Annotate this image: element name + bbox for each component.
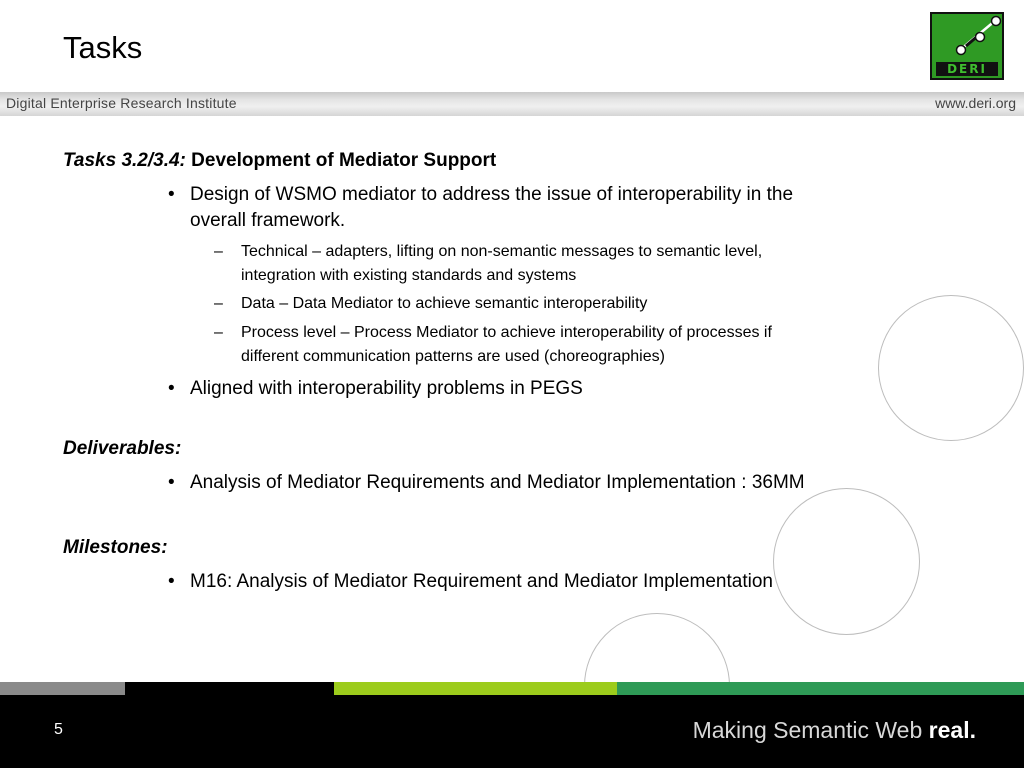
slide-title: Tasks bbox=[63, 30, 143, 65]
dash-marker: – bbox=[214, 324, 223, 341]
bullet-text-line: Design of WSMO mediator to address the issue of interoperability in the bbox=[190, 184, 794, 205]
deliverables-heading bbox=[63, 438, 181, 460]
tagline-bold: real. bbox=[928, 717, 976, 743]
dash-marker: – bbox=[214, 295, 223, 312]
logo-text: DERI bbox=[936, 62, 998, 76]
decorative-circle bbox=[878, 295, 1024, 441]
tasks-heading bbox=[63, 150, 496, 172]
deri-logo bbox=[930, 12, 1004, 80]
footer-strip-black bbox=[125, 682, 334, 695]
bullet-text-line: Analysis of Mediator Requirements and Mediator Implementation : 36MM bbox=[190, 472, 805, 493]
bullet-marker: • bbox=[168, 184, 175, 205]
bullet-text-line: M16: Analysis of Mediator Requirement and Mediator Implementation bbox=[190, 571, 773, 592]
bullet-text-line: overall framework. bbox=[190, 210, 346, 231]
dash-marker: – bbox=[214, 243, 223, 260]
website-link[interactable]: www.deri.org bbox=[935, 95, 1016, 111]
deliverables-heading-label: Deliverables: bbox=[63, 438, 182, 459]
tagline bbox=[693, 717, 976, 744]
sub-text-line: Technical – adapters, lifting on non-semantic messages to semantic level, bbox=[241, 243, 763, 260]
bullet-marker: • bbox=[168, 472, 175, 493]
footer-strip-lime bbox=[334, 682, 617, 695]
footer-strip-gray bbox=[0, 682, 125, 695]
tasks-heading-label: Tasks 3.2/3.4: bbox=[63, 150, 186, 171]
bullet-marker: • bbox=[168, 378, 175, 399]
bullet-text-line: Aligned with interoperability problems in PEGS bbox=[190, 378, 583, 399]
footer bbox=[0, 695, 1024, 768]
decorative-circle bbox=[773, 488, 920, 635]
sub-text-line: Process level – Process Mediator to achieve interoperability of processes if bbox=[241, 324, 772, 341]
milestones-heading bbox=[63, 537, 168, 559]
page-number: 5 bbox=[54, 721, 63, 738]
header-band bbox=[0, 92, 1024, 116]
milestones-heading-label: Milestones: bbox=[63, 537, 168, 558]
sub-text-line: Data – Data Mediator to achieve semantic interoperability bbox=[241, 295, 648, 312]
sub-text-line: different communication patterns are used (choreographies) bbox=[241, 348, 665, 365]
institute-name: Digital Enterprise Research Institute bbox=[6, 95, 237, 111]
tagline-regular: Making Semantic Web bbox=[692, 717, 929, 743]
bullet-marker: • bbox=[168, 571, 175, 592]
sub-text-line: integration with existing standards and systems bbox=[241, 267, 577, 284]
footer-strip-green bbox=[617, 682, 1024, 695]
tasks-heading-title: Development of Mediator Support bbox=[185, 150, 497, 171]
